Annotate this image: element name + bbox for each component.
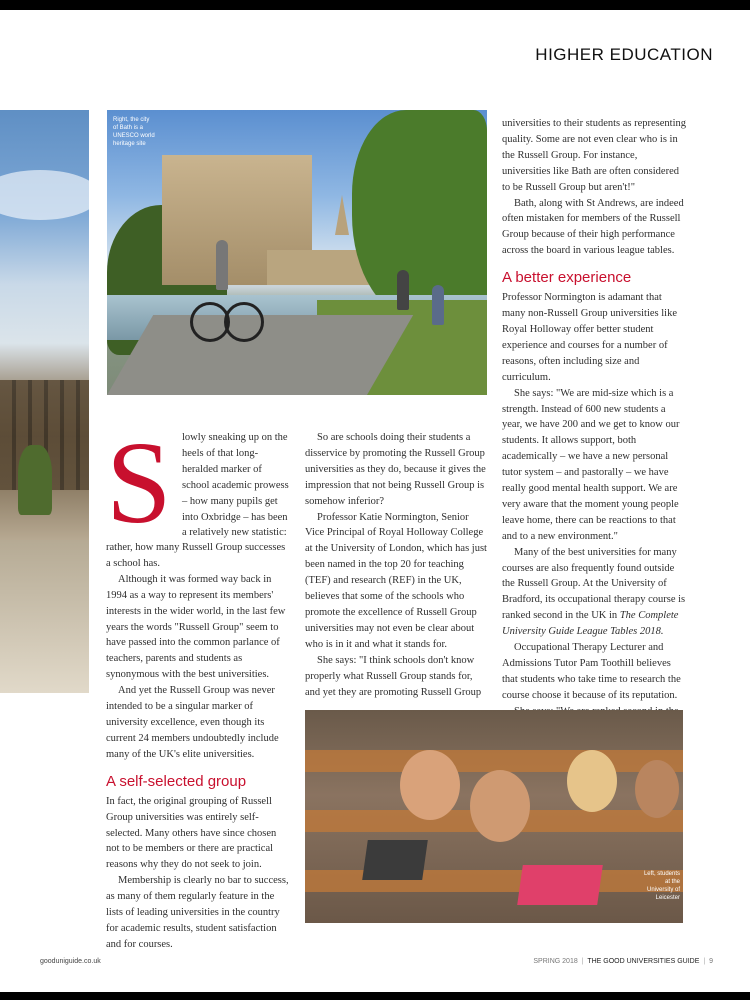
paragraph: universities to their students as representing quality. Some are not even clear who is in the Russell Group. For instance, universities like Bath are often considered to be Russell Group but aren't!" [502,118,687,193]
footer-separator: | [581,958,584,965]
paragraph: And yet the Russell Group was never intended to be a singular marker of university excellence, even though its current 24 members undoubtedly include many of the UK's elite universities. [106,685,279,760]
campus-photo [0,110,89,693]
section-title: HIGHER EDUCATION [535,45,713,65]
paragraph-text: Many of the best universities for many courses are also frequently found outside the Russell Group. At the University of Bradford, its occupational therapy course is ranked second in the UK in [502,546,686,622]
paragraph: Professor Normington is adamant that many non-Russell Group universities like Royal Holloway offer better student experience and courses for a number of reasons, often including size and curriculum. [502,292,677,383]
subheading-better-experience: A better experience [502,269,632,287]
paragraph [502,545,687,640]
page-number: 9 [709,958,713,965]
footer-issue: SPRING 2018 [533,958,578,965]
article-column-1 [106,417,291,953]
footer-separator: | [703,958,706,965]
paragraph: rather, how many Russell Group successes a school has. [106,542,286,569]
paragraph: She says: "I think schools don't know properly what Russell Group stands for, and yet they are promoting Russell Group [305,654,482,698]
paragraph: Bath, along with St Andrews, are indeed often mistaken for members of the Russell Group because of their high performance across the board in various league tables. [502,197,684,257]
bath-photo [107,110,487,395]
paragraph: Although it was formed way back in 1994 as a way to represent its members' interests in the wider world, in the last few years the words "Russell Group" seem to have passed into the common parlance of teachers, parents and students as synonymous with the best universities. [106,573,286,681]
footer-publication: THE GOOD UNIVERSITIES GUIDE [587,958,700,965]
bath-photo-caption: Right, the city of Bath is a UNESCO world heritage site [113,117,155,147]
paragraph: Membership is clearly no bar to success, as many of them regularly feature in the lists of leading universities in the country for academic results, student satisfaction and for courses. [106,875,289,950]
top-border [0,0,750,10]
footer-website: gooduniguide.co.uk [40,958,101,965]
article-column-3 [502,116,687,736]
article-column-2 [305,430,490,700]
paragraph: Occupational Therapy Lecturer and Admissions Tutor Pam Toothill believes that students who take time to research the course choose it because of its reputation. [502,642,681,701]
paragraph: She says: "We are mid-size which is a strength. Instead of 600 new students a year, we have 200 and we get to know our students. It allows support, both academically – we have a new personal tutor system – and pastorally – we have really good mental health support. We are very aware that the moment young people leave home, there can be reactions to that and to a new environment." [502,387,680,542]
subheading-self-selected: A self-selected group [106,772,247,790]
paragraph: In fact, the original grouping of Russell Group universities was entirely self-selected. Many others have since chosen not to be members or there are practical reasons why they do not seek to join. [106,795,277,871]
footer-folio [533,958,713,965]
students-photo [305,710,683,923]
lead-paragraph [106,417,291,548]
lead-text: lowly sneaking up on the heels of that long-heralded marker of school academic prowess – how many pupils get into Oxbridge – has been a relatively new statistic: [182,432,289,539]
drop-cap: S [106,417,172,548]
paragraph: So are schools doing their students a disservice by promoting the Russell Group universities as they do, because it gives the impression that not being Russell Group is somehow inferior? [305,432,486,507]
students-photo-caption: Left, students at the University of Leicester [643,871,680,901]
bottom-border [0,992,750,1000]
league-table-title: The Complete University Guide League Tables 2018. [502,610,679,638]
paragraph: Professor Katie Normington, Senior Vice Principal of Royal Holloway College at the University of London, which has just been named in the top 20 for teaching (TEF) and research (REF) in the UK, believes that some of the schools who promote the excellence of Russell Group universities may not even be clear about who is in it and what it stands for. [305,511,487,650]
